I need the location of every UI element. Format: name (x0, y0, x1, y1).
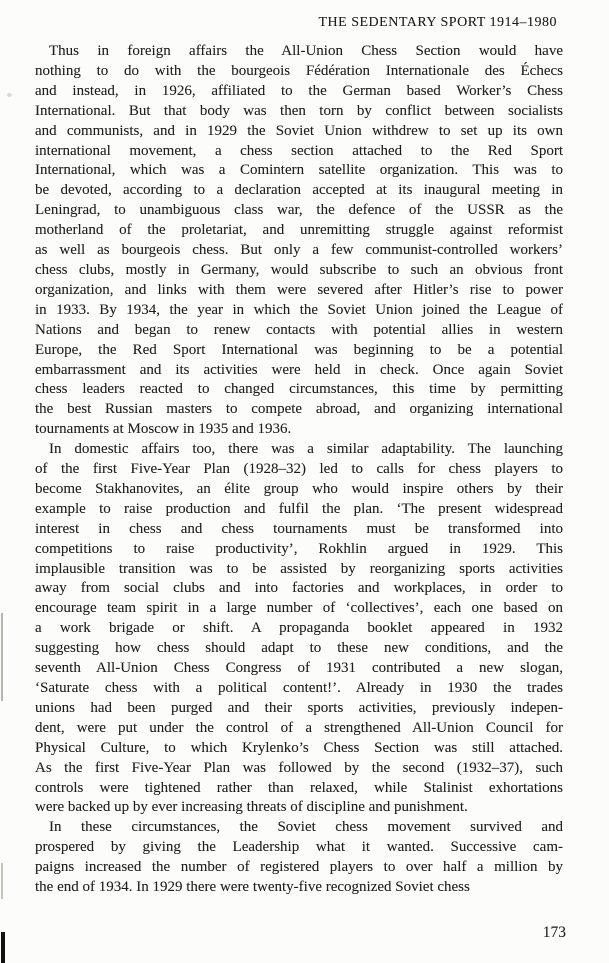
text-line: suggesting how chess should adapt to these new conditions, and the (35, 640, 563, 657)
text-line: be devoted, according to a declaration accepted at its inaugural meeting in (35, 182, 563, 199)
text-line: nothing to do with the bourgeois Fédération Internationale des Échecs (35, 62, 563, 79)
scan-artifact-smudge (7, 93, 12, 97)
text-line: International. But that body was then torn by conflict between socialists (35, 102, 563, 119)
text-line: as well as bourgeois chess. But only a few communist-controlled workers’ (35, 242, 563, 259)
text-line: a work brigade or shift. A propaganda booklet appeared in 1932 (35, 620, 563, 637)
text-line: organization, and links with them were severed after Hitler’s rise to power (35, 281, 563, 298)
running-head: THE SEDENTARY SPORT 1914–1980 (318, 15, 557, 30)
text-line: prospered by giving the Leadership what it wanted. Successive cam- (35, 839, 563, 856)
paragraph (35, 440, 563, 818)
body-text (35, 42, 563, 898)
text-line: tournaments at Moscow in 1935 and 1936. (35, 421, 292, 438)
text-line: in 1933. By 1934, the year in which the Soviet Union joined the League of (35, 301, 563, 318)
text-line: Thus in foreign affairs the All-Union Chess Section would have (49, 43, 563, 59)
text-line: International, which was a Comintern satellite organization. This was to (35, 162, 563, 179)
text-line: ‘Saturate chess with a political content!’. Already in 1930 the trades (35, 680, 563, 696)
text-line: the end of 1934. In 1929 there were twenty-five recognized Soviet chess (35, 879, 470, 896)
text-line: Europe, the Red Sport International was beginning to be a potential (35, 341, 563, 358)
scan-artifact-line (1, 613, 3, 701)
text-line: international movement, a chess section attached to the Red Sport (35, 142, 563, 159)
text-line: In domestic affairs too, there was a similar adaptability. The launching (49, 441, 563, 458)
text-line: become Stakhanovites, an élite group who would inspire others by their (35, 480, 563, 497)
text-line: the best Russian masters to compete abroad, and organizing international (35, 401, 563, 418)
text-line: Physical Culture, to which Krylenko’s Chess Section was still attached. (35, 739, 563, 756)
text-line: of the first Five-Year Plan (1928–32) led to calls for chess players to (35, 461, 563, 478)
text-line: away from social clubs and into factories and workplaces, in order to (35, 580, 563, 597)
text-line: Leningrad, to unambiguous class war, the defence of the USSR as the (35, 202, 563, 219)
scan-artifact-mark (1, 932, 5, 963)
text-line: competitions to raise productivity’, Rokhlin argued in 1929. This (35, 540, 563, 557)
text-line: In these circumstances, the Soviet chess movement survived and (49, 819, 563, 836)
text-line: unions had been purged and their sports activities, previously indepen- (35, 699, 563, 716)
text-line: paigns increased the number of registered players to over half a million by (35, 859, 563, 876)
paragraph (35, 818, 563, 898)
text-line: chess leaders reacted to changed circumstances, this time by permitting (35, 381, 563, 398)
text-line: chess clubs, mostly in Germany, would subscribe to such an obvious front (35, 261, 563, 278)
text-line: Nations and began to renew contacts with potential allies in western (35, 321, 563, 338)
text-line: encourage team spirit in a large number of ‘collectives’, each one based on (35, 600, 563, 617)
text-line: seventh All-Union Chess Congress of 1931 contributed a new slogan, (35, 660, 563, 677)
text-line: and communists, and in 1929 the Soviet Union withdrew to set up its own (35, 122, 563, 139)
text-line: implausible transition was to be assisted by reorganizing sports activities (35, 560, 563, 577)
text-line: example to raise production and fulfil the plan. ‘The present widespread (35, 500, 563, 517)
text-line: As the first Five-Year Plan was followed by the second (1932–37), such (35, 759, 563, 776)
text-line: dent, were put under the control of a strengthened All-Union Council for (35, 719, 563, 736)
text-line: were backed up by ever increasing threats of discipline and punishment. (35, 799, 468, 816)
scan-artifact-line (1, 863, 3, 899)
page-number: 173 (542, 924, 566, 941)
text-line: controls were tightened rather than relaxed, while Stalinist exhortations (35, 779, 563, 796)
text-line: motherland of the proletariat, and unremitting struggle against reformist (35, 222, 563, 239)
text-line: embarrassment and its activities were held in check. Once again Soviet (35, 361, 563, 378)
text-line: and instead, in 1926, affiliated to the German based Worker’s Chess (35, 82, 563, 99)
paragraph (35, 42, 563, 440)
text-line: interest in chess and chess tournaments must be transformed into (35, 520, 563, 537)
